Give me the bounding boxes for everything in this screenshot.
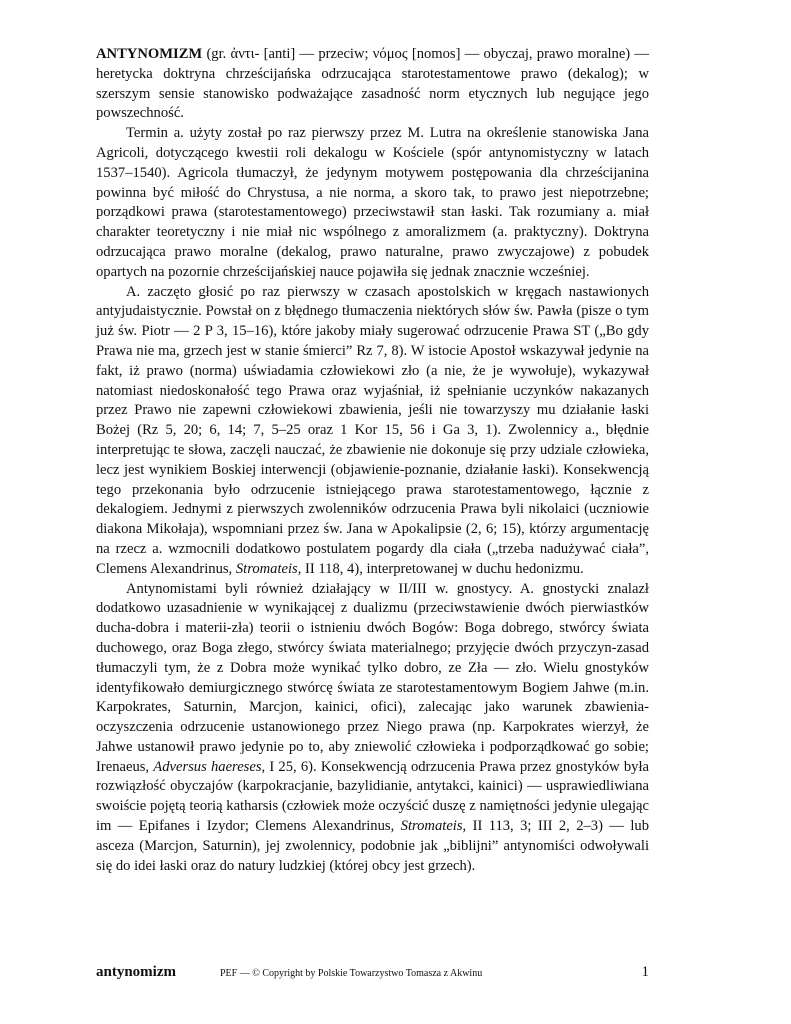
page-footer bbox=[96, 964, 649, 986]
footer-copyright: PEF — © Copyright by Polskie Towarzystwo Tomasza z Akwinu bbox=[220, 968, 483, 979]
paragraph-text: A. zaczęto głosić po raz pierwszy w czasach apostolskich w kręgach nastawionych antyjudaistycznie. Powstał on z błędnego tłumaczenia niektórych słów św. Pawła (pisze o tym już św. Piotr — 2 P 3, 15–16), które jakoby miały sugerować odrzucenie Prawa ST („Bo gdy Prawa nie ma, grzech jest w stanie śmierci” Rz 7, 8). W istocie Apostoł wskazywał jedynie na fakt, iż prawo (norma) uświadamia człowiekowi zło (a nie, że je wywołuje), wykazywał natomiast niedoskonałość tego Prawa oraz wyjaśniał, iż spełnianie uczynków nakazanych przez Prawo nie zapewni człowiekowi zbawienia, jeśli nie towarzyszy mu działanie łaski Bożej (Rz 5, 20; 6, 14; 7, 5–25 oraz 1 Kor 15, 56 i Ga 3, 1). Zwolennicy a., błędnie interpretując te słowa, zaczęli nauczać, że zbawienie nie dokonuje się przy udziale człowieka, lecz jest wynikiem Boskiej interwencji (objawienie-poznanie, działanie łaski). Konsekwencją tego przekonania było odrzucenie istniejącego prawa starotestamentowego, łącznie z dekalogiem. Jednymi z pierwszych zwolenników odrzucenia Prawa byli nikolaici (uczniowie diakona Mikołaja), wspomniani przez św. Jana w Apokalipsie (2, 6; 15), którzy argumentację na rzecz a. wzmocnili dodatkowo postulatem pogardy dla ciała („trzeba nadużywać ciała”, Clemens Alexandrinus, bbox=[96, 283, 649, 577]
paragraph-gnostics bbox=[96, 580, 649, 877]
work-title: Adversus haereses bbox=[153, 758, 262, 775]
paragraph-text: , II 113, 3; III 2, 2–3) — lub asceza (Marcjon, Saturnin), jej zwolennicy, podobnie jak „biblijni” antynomiści odwoływali się do idei łaski oraz do natury ludzkiej (której obcy jest grzech). bbox=[96, 818, 650, 874]
paragraph-definition bbox=[96, 45, 649, 124]
paragraph-text: Antynomistami byli również działający w II/III w. gnostycy. A. gnostycki znalazł dodatkowo uzasadnienie w wynikającej z dualizmu (przeciwstawienie dwóch pierwiastków ducha-dobra i materii-zła) teorii o istnieniu dwóch Bogów: Boga dobrego, stwórcy świata duchowego, oraz Boga złego, stwórcy świata materialnego; przyjęcie dwóch przyczyn-zasad tłumaczyli tym, że z Dobra może wynikać tylko dobro, ze Zła — zło. Wielu gnostyków identyfikowało demiurgicznego stwórcę świata ze starotestamentowym Bogiem Jahwe (m.in. Karpokrates, Saturnin, Marcjon, kainici, ofici), zalecając jako warunek zbawienia-oczyszczenia odrzucenie ustanowionego przez Niego prawa (np. Karpokrates wierzył, że Jahwe ustanowił prawo jedynie po to, aby zniewolić człowieka i podporządkować go sobie; Irenaeus, bbox=[96, 580, 649, 775]
paragraph-apostolic bbox=[96, 283, 649, 580]
footer-keyword: antynomizm bbox=[96, 964, 176, 980]
paragraph-luther: Termin a. użyty został po raz pierwszy przez M. Lutra na określenie stanowiska Jana Agricoli, dotyczącego kwestii roli dekalogu w Kościele (spór antynomistyczny w latach 1537–1540). Agricola tłumaczył, że jedynym motywem postępowania dla chrześcijanina powinna być miłość do Chrystusa, a nie norma, a skoro tak, to prawo jest niepotrzebne; porządkowi prawa (starotestamentowego) przeciwstawił stan łaski. Tak rozumiany a. miał charakter teoretyczny i nie miał nic wspólnego z amoralizmem (a. praktyczny). Doktryna odrzucająca prawo moralne (dekalog, prawo naturalne, prawo zwyczajowe) z pobudek opartych na pozornie chrześcijańskiej nauce pojawiła się jednak znacznie wcześniej. bbox=[96, 125, 649, 280]
work-title: Stromateis bbox=[400, 818, 463, 835]
paragraph-text: , I 25, 6). Konsekwencją odrzucenia Prawa przez gnostyków była rozwiązłość obyczajów (karpokracjanie, bazylidianie, antytakci, kainici) — usprawiedliwiana swoiście pojętą teorią katharsis (człowiek może oczyścić duszę z namiętności jedynie ulegając im — Epifanes i Izydor; Clemens Alexandrinus, bbox=[96, 758, 650, 835]
definition-text: (gr. ἀντι- [anti] — przeciw; νόμος [nomos] — obyczaj, prawo moralne) — heretycka doktryna chrześcijańska odrzucająca starotestamentowe prawo (dekalog); w szerszym sensie stanowisko podważające zasadność norm etycznych lub negujące jego powszechność. bbox=[96, 46, 649, 122]
entry-term: ANTYNOMIZM bbox=[96, 46, 203, 62]
article-body bbox=[96, 45, 649, 876]
paragraph-text: , II 118, 4), interpretowanej w duchu hedonizmu. bbox=[297, 560, 584, 577]
work-title: Stromateis bbox=[235, 560, 298, 577]
page-number: 1 bbox=[641, 964, 649, 980]
